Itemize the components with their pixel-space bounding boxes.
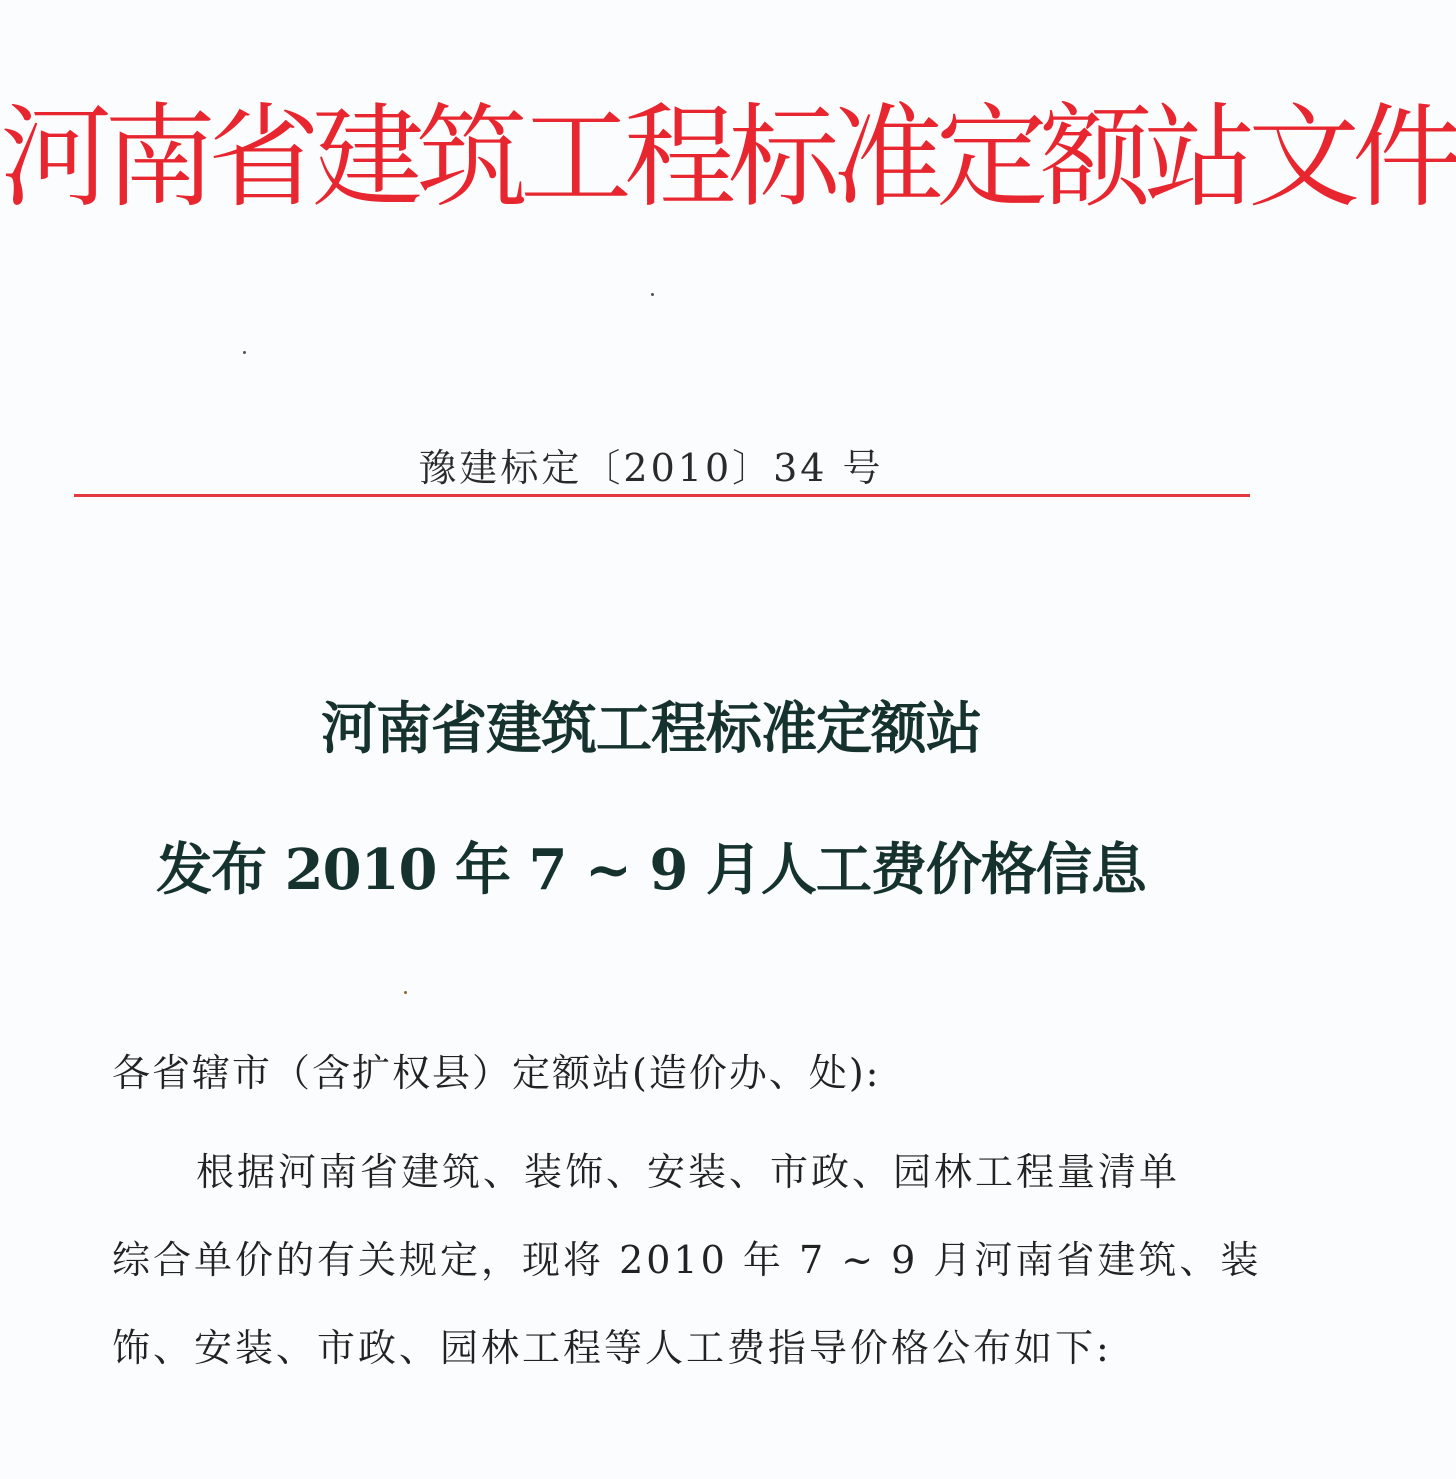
body-paragraph: [112, 1128, 1262, 1392]
scan-speck: [243, 351, 246, 354]
document-title-subject: 发布 2010 年 7 ~ 9 月人工费价格信息: [156, 837, 1146, 903]
red-divider-line: [74, 494, 1250, 497]
scan-speck: [404, 991, 407, 994]
agency-banner: 河南省建筑工程标准定额站文件: [0, 93, 1456, 223]
document-title-issuer: 河南省建筑工程标准定额站: [321, 696, 981, 762]
paragraph-line: 根据河南省建筑、装饰、安装、市政、园林工程量清单: [196, 1150, 1181, 1194]
salutation: 各省辖市（含扩权县）定额站(造价办、处):: [112, 1051, 881, 1095]
paragraph-line: 综合单价的有关规定，现将 2010 年 7 ~ 9 月河南省建筑、装: [112, 1238, 1262, 1282]
scan-speck: [651, 293, 654, 296]
paragraph-line: 饰、安装、市政、园林工程等人工费指导价格公布如下:: [112, 1326, 1112, 1370]
document-number: 豫建标定〔2010〕34 号: [418, 446, 884, 490]
